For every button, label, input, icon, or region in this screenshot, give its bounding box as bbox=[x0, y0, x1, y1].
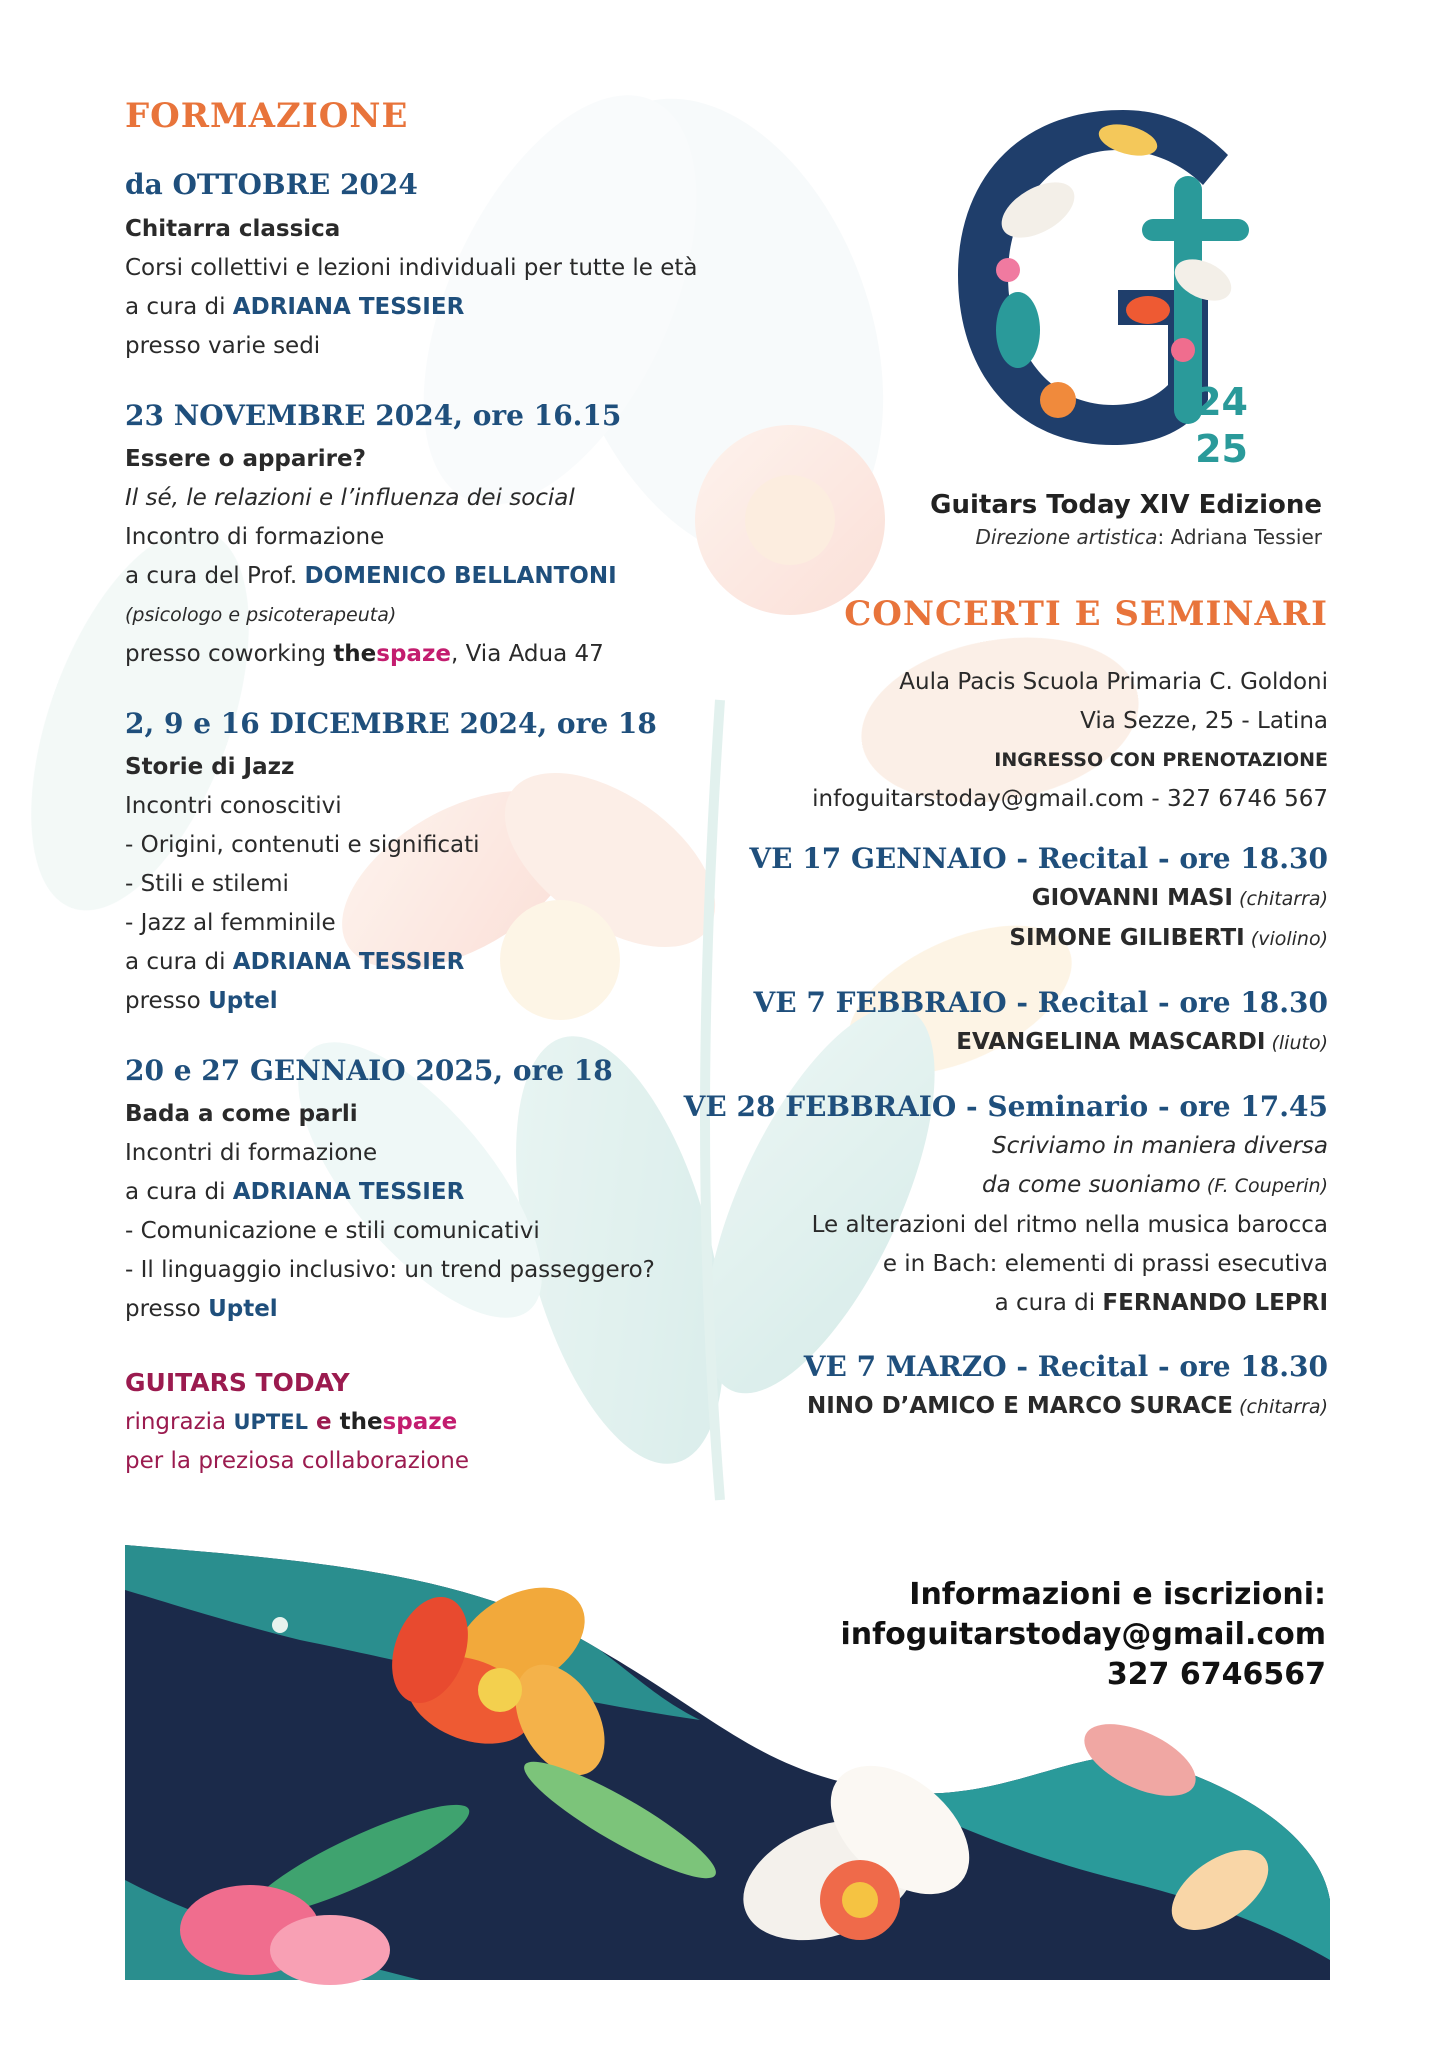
concert-event bbox=[608, 839, 1328, 959]
event-type: Incontro di formazione bbox=[125, 523, 385, 550]
concert-date: VE 28 FEBBRAIO - Seminario - ore 17.45 bbox=[683, 1090, 1328, 1124]
event-venue: presso varie sedi bbox=[125, 332, 321, 359]
info-email: infoguitarstoday@gmail.com bbox=[840, 1617, 1326, 1652]
event-date: 23 NOVEMBRE 2024, ore 16.15 bbox=[125, 398, 622, 432]
event-description: Corsi collettivi e lezioni individuali per tutte le età bbox=[125, 254, 698, 281]
seminar-title: Scriviamo in maniera diversa bbox=[991, 1133, 1328, 1160]
info-phone: 327 6746567 bbox=[1106, 1657, 1326, 1692]
performer: GIOVANNI MASI (chitarra) bbox=[1031, 885, 1328, 912]
venue-address: Via Sezze, 25 - Latina bbox=[1080, 708, 1328, 735]
seminar-description-2: e in Bach: elementi di prassi esecutiva bbox=[882, 1251, 1328, 1278]
concerti-column bbox=[608, 596, 1328, 1427]
edition-direction: Direzione artistica: Adriana Tessier bbox=[975, 525, 1322, 549]
event-type: Incontri di formazione bbox=[125, 1140, 378, 1167]
seminar-description: Le alterazioni del ritmo nella musica barocca bbox=[811, 1212, 1328, 1239]
list-item: - Comunicazione e stili comunicativi bbox=[125, 1218, 540, 1245]
thanks-line-2: per la preziosa collaborazione bbox=[125, 1448, 470, 1475]
list-item: - Jazz al femminile bbox=[125, 909, 336, 936]
thanks-title: GUITARS TODAY bbox=[125, 1368, 350, 1398]
formazione-title: FORMAZIONE bbox=[125, 96, 409, 136]
list-item: - Stili e stilemi bbox=[125, 870, 289, 897]
event-description: Il sé, le relazioni e l’influenza dei social bbox=[125, 484, 575, 511]
performer: SIMONE GILIBERTI (violino) bbox=[1009, 925, 1328, 952]
event-subtitle: Essere o apparire? bbox=[125, 445, 366, 472]
contact-line: infoguitarstoday@gmail.com - 327 6746 567 bbox=[812, 786, 1328, 813]
event-ottobre bbox=[125, 169, 765, 365]
event-curator: a cura del Prof. DOMENICO BELLANTONI bbox=[125, 562, 617, 589]
guitars-today-logo bbox=[948, 100, 1278, 480]
event-curator-note: (psicologo e psicoterapeuta) bbox=[125, 603, 397, 626]
event-date: da OTTOBRE 2024 bbox=[125, 168, 418, 202]
seminar-event bbox=[608, 1087, 1328, 1323]
concert-event bbox=[608, 1347, 1328, 1427]
event-subtitle: Bada a come parli bbox=[125, 1101, 358, 1128]
booking-note: INGRESSO CON PRENOTAZIONE bbox=[994, 749, 1328, 772]
event-date: 2, 9 e 16 DICEMBRE 2024, ore 18 bbox=[125, 706, 657, 740]
edition-block bbox=[930, 488, 1322, 552]
event-type: Incontri conoscitivi bbox=[125, 792, 342, 819]
event-date: 20 e 27 GENNAIO 2025, ore 18 bbox=[125, 1053, 613, 1087]
performer: EVANGELINA MASCARDI (liuto) bbox=[956, 1029, 1328, 1056]
edition-title: Guitars Today XIV Edizione bbox=[930, 490, 1322, 520]
seminar-title-2: da come suoniamo (F. Couperin) bbox=[981, 1172, 1328, 1199]
concert-date: VE 7 FEBBRAIO - Recital - ore 18.30 bbox=[753, 986, 1328, 1020]
info-label: Informazioni e iscrizioni: bbox=[909, 1577, 1326, 1612]
event-curator: a cura di ADRIANA TESSIER bbox=[125, 948, 465, 975]
info-block bbox=[840, 1575, 1326, 1695]
list-item: - Origini, contenuti e significati bbox=[125, 831, 480, 858]
concert-date: VE 17 GENNAIO - Recital - ore 18.30 bbox=[749, 842, 1328, 876]
concerti-title: CONCERTI E SEMINARI bbox=[844, 594, 1328, 634]
logo-year-bottom: 25 bbox=[1195, 427, 1248, 471]
venue-line: Aula Pacis Scuola Primaria C. Goldoni bbox=[899, 669, 1328, 696]
list-item: - Il linguaggio inclusivo: un trend passeggero? bbox=[125, 1257, 655, 1284]
event-subtitle: Storie di Jazz bbox=[125, 753, 295, 780]
concert-event bbox=[608, 983, 1328, 1063]
performer: NINO D’AMICO E MARCO SURACE (chitarra) bbox=[806, 1393, 1328, 1420]
event-curator: a cura di ADRIANA TESSIER bbox=[125, 293, 465, 320]
event-venue: presso Uptel bbox=[125, 987, 278, 1014]
thanks-line: ringrazia UPTEL e thespaze bbox=[125, 1409, 458, 1436]
concert-date: VE 7 MARZO - Recital - ore 18.30 bbox=[803, 1350, 1328, 1384]
event-venue: presso Uptel bbox=[125, 1296, 278, 1323]
event-subtitle: Chitarra classica bbox=[125, 215, 341, 242]
event-curator: a cura di ADRIANA TESSIER bbox=[125, 1179, 465, 1206]
logo-year-top: 24 bbox=[1195, 380, 1248, 424]
event-venue: presso coworking thespaze, Via Adua 47 bbox=[125, 640, 604, 667]
seminar-curator: a cura di FERNANDO LEPRI bbox=[994, 1290, 1328, 1317]
